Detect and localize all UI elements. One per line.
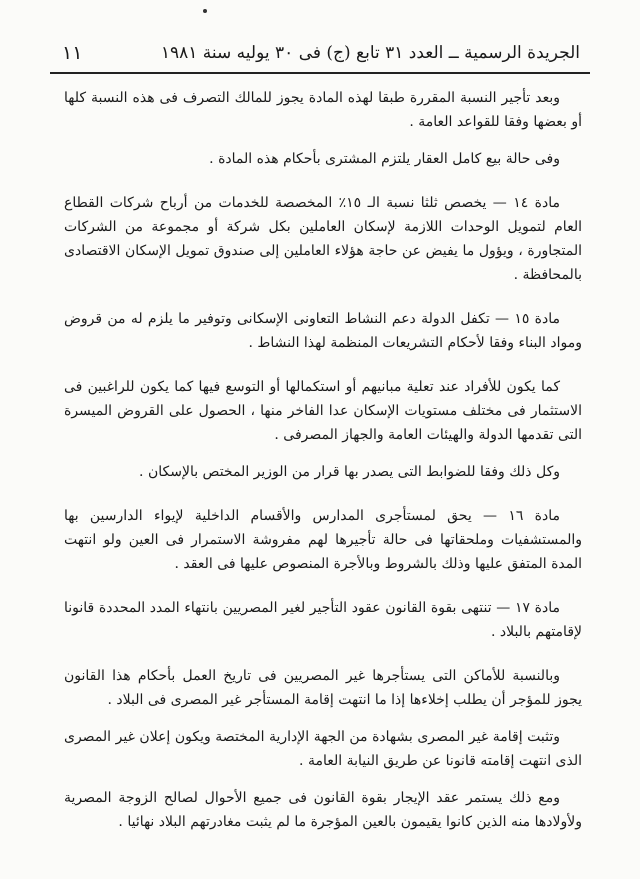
article-17-paragraph: مادة ١٧ — تنتهى بقوة القانون عقود التأجير لغير المصريين بانتهاء المدد المحددة قانونا لإقامتهم بالبلاد . bbox=[64, 600, 582, 640]
article-16-paragraph: مادة ١٦ — يحق لمستأجرى المدارس والأقسام الداخلية لإيواء الدارسين بها والمستشفيات وملحقاتها فى حالة تأجيرها لهم مفروشة الاستمرار فى العين ولو انتهت المدة المتفق عليها وذلك بالشروط وبالأجرة المنصوص عليها فى العقد . bbox=[64, 508, 582, 572]
paragraph: وكل ذلك وفقا للضوابط التى يصدر بها قرار من الوزير المختص بالإسكان . bbox=[139, 464, 560, 480]
paragraph: وفى حالة بيع كامل العقار يلتزم المشترى بأحكام هذه المادة . bbox=[209, 151, 560, 167]
article-14-paragraph: مادة ١٤ — يخصص ثلثا نسبة الـ ١٥٪ المخصصة للخدمات من أرباح شركات القطاع العام لتمويل الوحدات اللازمة لإسكان العاملين بكل شركة أو مجموعة من الشركات المتجاورة ، ويؤول ما يفيض عن حاجة هؤلاء العاملين إلى صندوق تمويل الإسكان الاقتصادى بالمحافظة . bbox=[64, 195, 582, 283]
ink-dot-mark bbox=[203, 9, 207, 13]
document-body bbox=[64, 86, 582, 847]
paragraph: وبالنسبة للأماكن التى يستأجرها غير المصريين فى تاريخ العمل بأحكام هذا القانون يجوز للمؤجر أن يطلب إخلاءها إذا ما انتهت إقامة المستأجر غير المصرى فى البلاد . bbox=[64, 668, 582, 708]
paragraph: ومع ذلك يستمر عقد الإيجار بقوة القانون فى جميع الأحوال لصالح الزوجة المصرية ولأولادها منه الذين كانوا يقيمون بالعين المؤجرة ما لم يثبت مغادرتهم البلاد نهائيا . bbox=[64, 790, 582, 830]
page-number: ١١ bbox=[62, 42, 83, 64]
paragraph: وتثبت إقامة غير المصرى بشهادة من الجهة الإدارية المختصة ويكون إعلان غير المصرى الذى انتهت إقامته قانونا عن طريق النيابة العامة . bbox=[64, 729, 582, 769]
paragraph: كما يكون للأفراد عند تعلية مبانيهم أو استكمالها أو التوسع فيها كما يكون للراغبين فى الاستثمار فى مختلف مستويات الإسكان عدا الفاخر منها ، الحصول على القروض الميسرة التى تقدمها الدولة والهيئات العامة والجهاز المصرفى . bbox=[64, 379, 582, 443]
page-header bbox=[56, 38, 584, 68]
article-15-paragraph: مادة ١٥ — تكفل الدولة دعم النشاط التعاونى الإسكانى وتوفير ما يلزم له من قروض ومواد البناء وفقا لأحكام التشريعات المنظمة لهذا النشاط . bbox=[64, 311, 582, 351]
paragraph: وبعد تأجير النسبة المقررة طبقا لهذه المادة يجوز للمالك التصرف فى هذه النسبة كلها أو بعضها وفقا للقواعد العامة . bbox=[64, 90, 582, 130]
gazette-header-title: الجريدة الرسمية ــ العدد ٣١ تابع (ج) فى ٣٠ يوليه سنة ١٩٨١ bbox=[160, 43, 580, 63]
header-rule bbox=[50, 72, 590, 74]
